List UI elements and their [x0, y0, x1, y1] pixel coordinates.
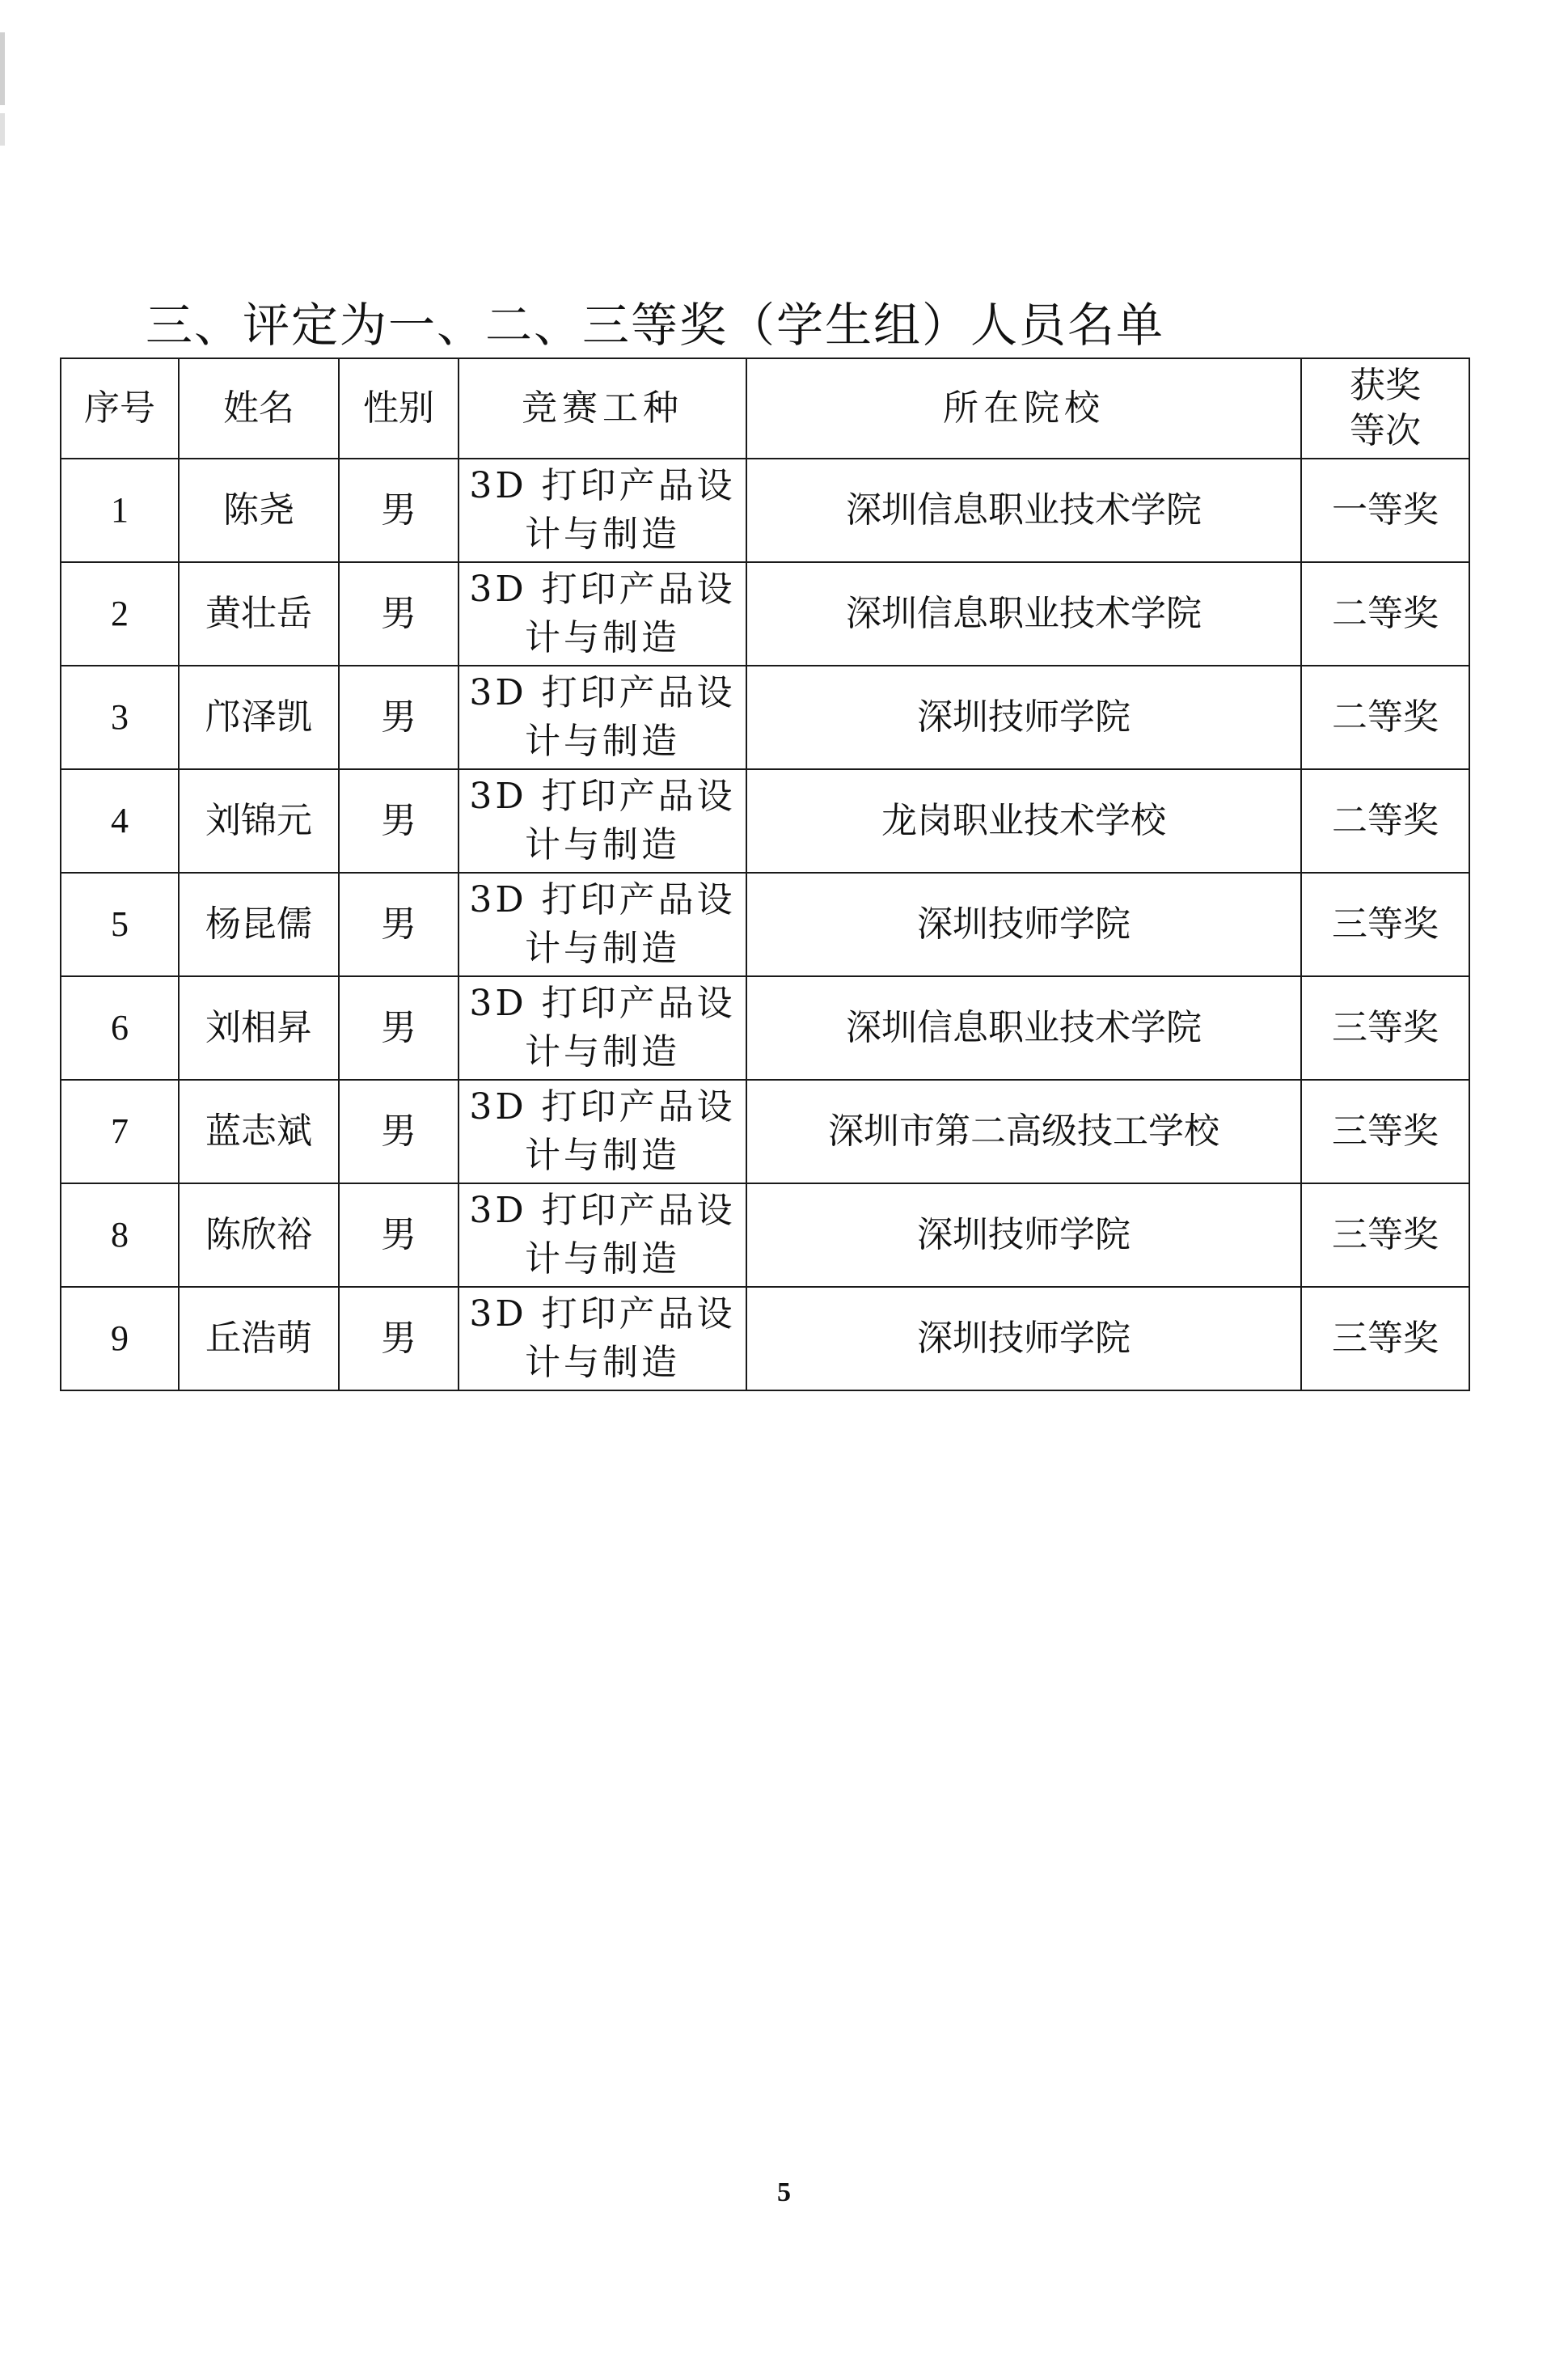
cell-gender: 男 — [339, 1287, 459, 1390]
cell-award: 二等奖 — [1301, 666, 1469, 769]
cell-award: 二等奖 — [1301, 562, 1469, 666]
cell-event-line2: 计与制造 — [525, 617, 680, 658]
cell-school: 深圳信息职业技术学院 — [746, 562, 1301, 666]
cell-award: 一等奖 — [1301, 459, 1469, 562]
cell-event-line1: 3D 打印产品设 — [469, 776, 736, 817]
scan-edge-mark — [0, 113, 5, 146]
cell-event-line1: 3D 打印产品设 — [469, 1086, 736, 1128]
section-heading: 三、评定为一、二、三等奖（学生组）人员名单 — [146, 298, 1165, 353]
cell-name: 刘锦元 — [179, 769, 339, 873]
cell-gender: 男 — [339, 873, 459, 976]
scan-edge-mark — [0, 32, 5, 105]
cell-seq: 4 — [61, 769, 179, 873]
cell-gender: 男 — [339, 769, 459, 873]
cell-school: 深圳技师学院 — [746, 1183, 1301, 1287]
cell-seq: 6 — [61, 976, 179, 1080]
cell-name: 刘相昇 — [179, 976, 339, 1080]
cell-award: 三等奖 — [1301, 976, 1469, 1080]
page-number: 5 — [777, 2177, 791, 2207]
cell-school: 龙岗职业技术学校 — [746, 769, 1301, 873]
cell-event — [459, 769, 746, 873]
cell-seq: 5 — [61, 873, 179, 976]
cell-gender: 男 — [339, 976, 459, 1080]
table-row — [61, 1080, 1469, 1183]
cell-event — [459, 1183, 746, 1287]
cell-event-line1: 3D 打印产品设 — [469, 465, 736, 506]
cell-seq: 2 — [61, 562, 179, 666]
cell-school: 深圳技师学院 — [746, 666, 1301, 769]
cell-name: 蓝志斌 — [179, 1080, 339, 1183]
cell-event-line2: 计与制造 — [525, 1342, 680, 1383]
cell-gender: 男 — [339, 1183, 459, 1287]
cell-seq: 3 — [61, 666, 179, 769]
cell-school: 深圳市第二高级技工学校 — [746, 1080, 1301, 1183]
cell-school: 深圳信息职业技术学院 — [746, 976, 1301, 1080]
cell-event — [459, 459, 746, 562]
cell-name: 黄壮岳 — [179, 562, 339, 666]
cell-seq: 1 — [61, 459, 179, 562]
cell-event-line2: 计与制造 — [525, 514, 680, 555]
header-award-line2: 等次 — [1350, 410, 1421, 451]
cell-event-line1: 3D 打印产品设 — [469, 1190, 736, 1231]
table-row — [61, 769, 1469, 873]
cell-gender: 男 — [339, 1080, 459, 1183]
cell-seq: 7 — [61, 1080, 179, 1183]
cell-gender: 男 — [339, 562, 459, 666]
cell-event-line2: 计与制造 — [525, 928, 680, 969]
cell-award: 三等奖 — [1301, 1080, 1469, 1183]
cell-name: 陈尧 — [179, 459, 339, 562]
cell-school: 深圳信息职业技术学院 — [746, 459, 1301, 562]
table-row — [61, 666, 1469, 769]
cell-event-line2: 计与制造 — [525, 721, 680, 762]
cell-event-line2: 计与制造 — [525, 1238, 680, 1280]
header-name: 姓名 — [179, 358, 339, 459]
cell-award: 三等奖 — [1301, 873, 1469, 976]
cell-event-line2: 计与制造 — [525, 1135, 680, 1176]
cell-event — [459, 562, 746, 666]
header-school: 所在院校 — [746, 358, 1301, 459]
cell-award: 二等奖 — [1301, 769, 1469, 873]
cell-seq: 9 — [61, 1287, 179, 1390]
cell-event — [459, 1080, 746, 1183]
cell-event-line1: 3D 打印产品设 — [469, 1293, 736, 1335]
cell-event — [459, 666, 746, 769]
cell-name: 陈欣裕 — [179, 1183, 339, 1287]
cell-gender: 男 — [339, 459, 459, 562]
table-row — [61, 1287, 1469, 1390]
header-gender: 性别 — [339, 358, 459, 459]
cell-name: 杨昆儒 — [179, 873, 339, 976]
table-row — [61, 976, 1469, 1080]
cell-event — [459, 976, 746, 1080]
cell-name: 邝泽凯 — [179, 666, 339, 769]
table-header-row — [61, 358, 1469, 459]
cell-school: 深圳技师学院 — [746, 873, 1301, 976]
header-event: 竞赛工种 — [459, 358, 746, 459]
cell-event-line1: 3D 打印产品设 — [469, 569, 736, 610]
cell-event-line2: 计与制造 — [525, 824, 680, 865]
cell-school: 深圳技师学院 — [746, 1287, 1301, 1390]
cell-event-line2: 计与制造 — [525, 1031, 680, 1073]
cell-seq: 8 — [61, 1183, 179, 1287]
cell-award: 三等奖 — [1301, 1183, 1469, 1287]
header-award-line1: 获奖 — [1350, 365, 1421, 406]
award-table — [60, 358, 1470, 1391]
table-row — [61, 562, 1469, 666]
cell-event — [459, 873, 746, 976]
cell-name: 丘浩萌 — [179, 1287, 339, 1390]
cell-event-line1: 3D 打印产品设 — [469, 879, 736, 920]
header-award — [1301, 358, 1469, 459]
cell-award: 三等奖 — [1301, 1287, 1469, 1390]
table-row — [61, 459, 1469, 562]
cell-gender: 男 — [339, 666, 459, 769]
table-row — [61, 1183, 1469, 1287]
cell-event — [459, 1287, 746, 1390]
header-seq: 序号 — [61, 358, 179, 459]
table-row — [61, 873, 1469, 976]
cell-event-line1: 3D 打印产品设 — [469, 672, 736, 713]
cell-event-line1: 3D 打印产品设 — [469, 983, 736, 1024]
